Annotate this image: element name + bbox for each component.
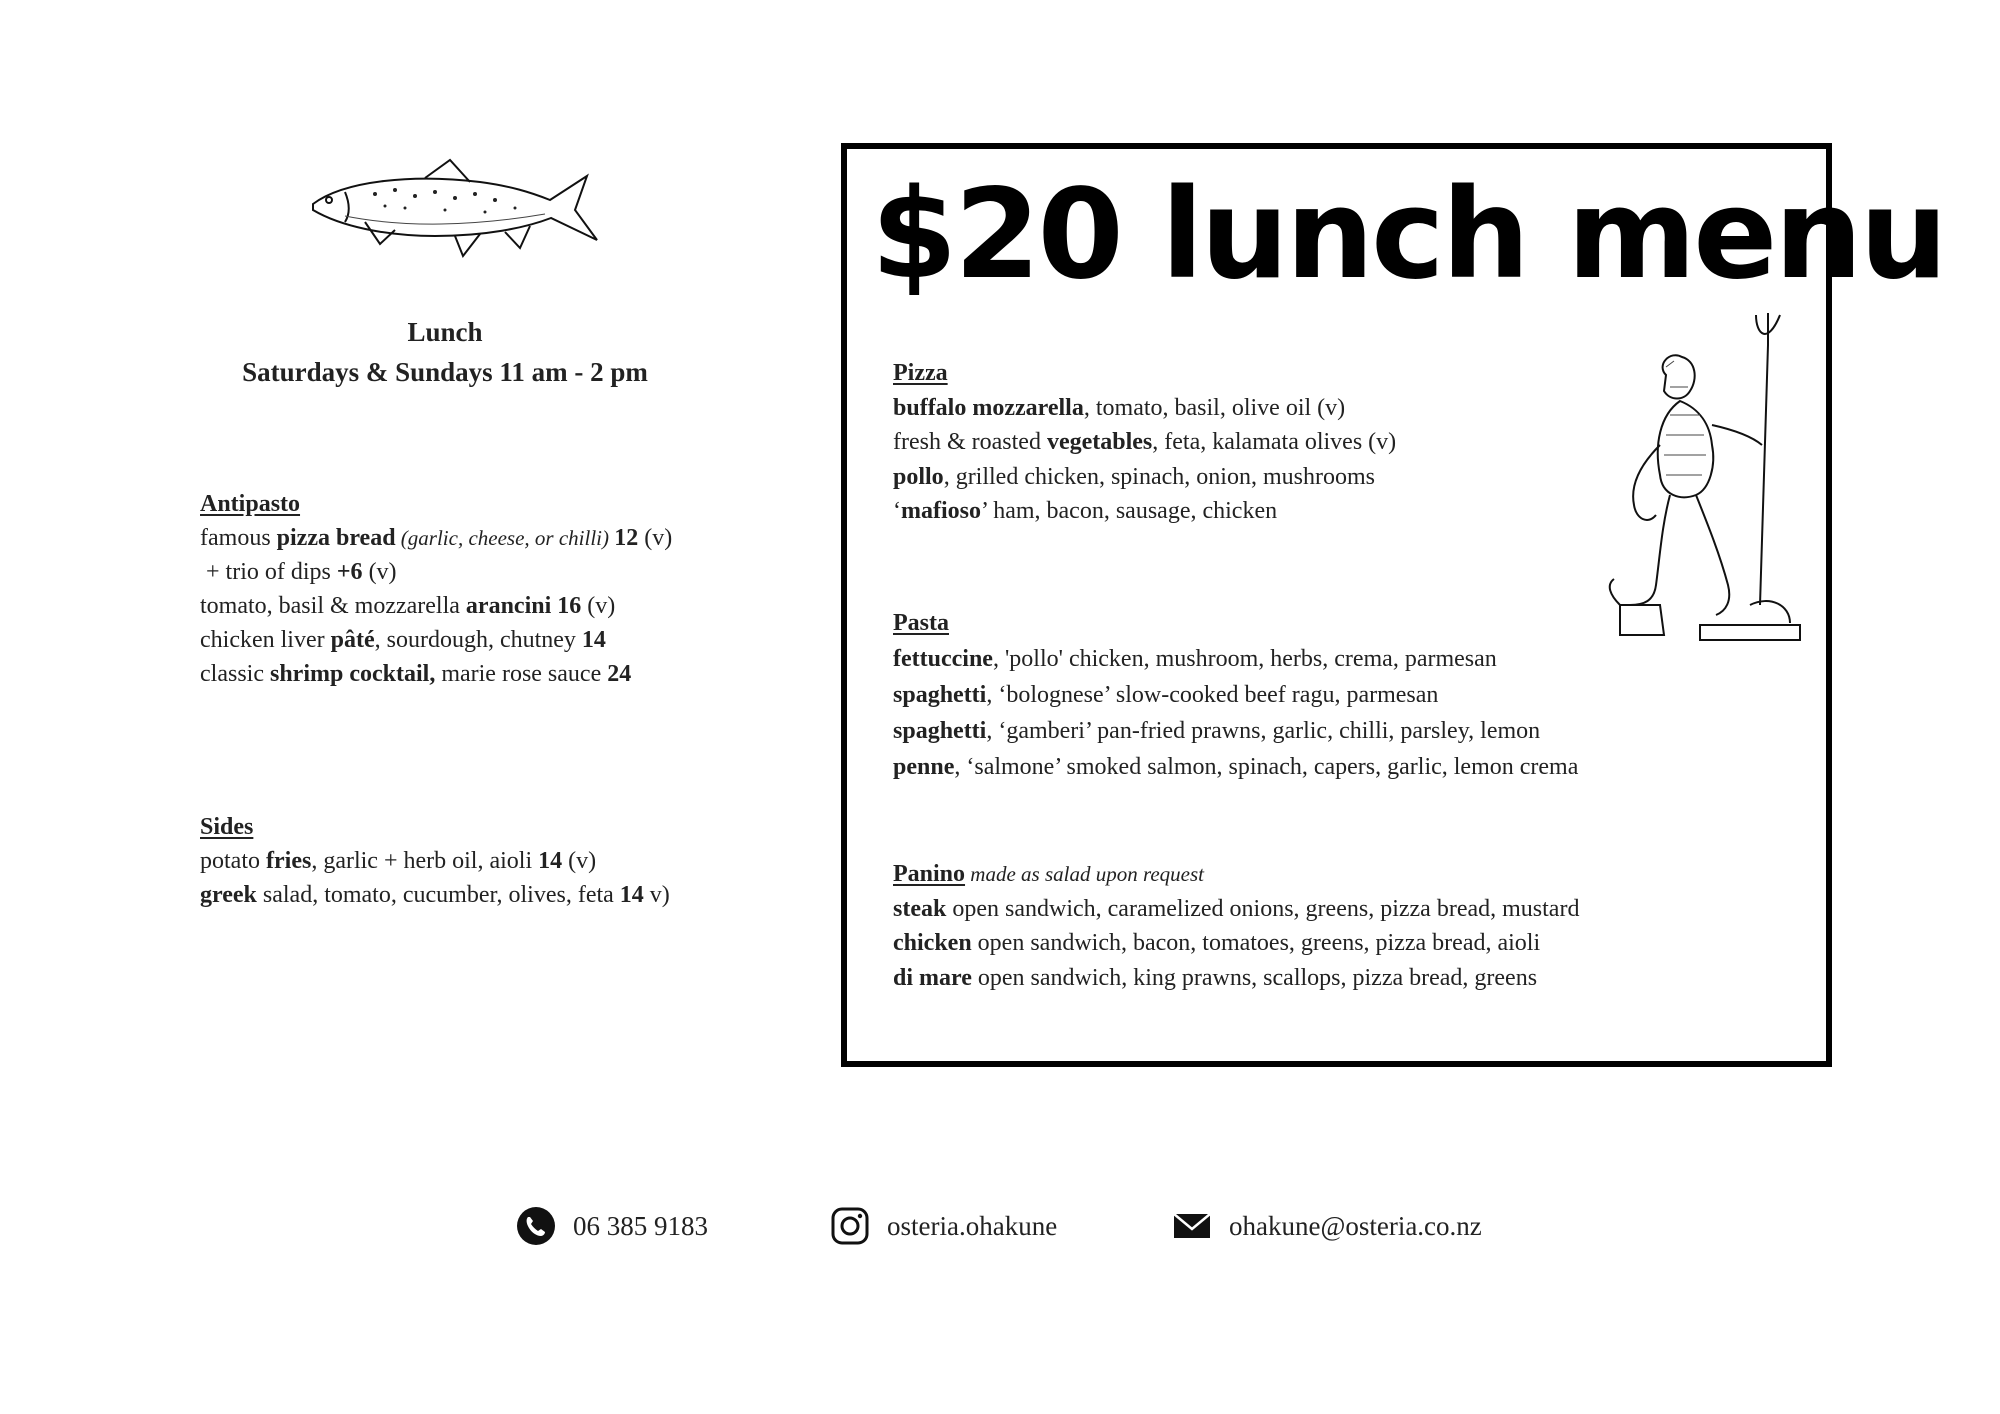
lunch-times: Saturdays & Sundays 11 am - 2 pm bbox=[242, 357, 648, 387]
lunch-heading: Lunch bbox=[407, 317, 483, 347]
panino-section bbox=[893, 857, 1579, 995]
lunch-hours bbox=[150, 312, 740, 392]
pizza-heading: Pizza bbox=[893, 360, 948, 386]
antipasto-section bbox=[200, 487, 672, 691]
menu-item: fettuccine, 'pollo' chicken, mushroom, herbs, crema, parmesan bbox=[893, 646, 1497, 672]
instagram-handle: osteria.ohakune bbox=[887, 1210, 1058, 1241]
mail-icon bbox=[1172, 1206, 1212, 1246]
panino-note: made as salad upon request bbox=[965, 862, 1204, 886]
menu-item: classic shrimp cocktail, marie rose sauce 24 bbox=[200, 661, 632, 687]
phone-icon bbox=[516, 1206, 556, 1246]
menu-item: tomato, basil & mozzarella arancini 16 (v) bbox=[200, 593, 616, 619]
pasta-heading: Pasta bbox=[893, 610, 949, 636]
menu-item: steak open sandwich, caramelized onions, greens, pizza bread, mustard bbox=[893, 895, 1580, 922]
contact-email[interactable] bbox=[1172, 1204, 1482, 1248]
sides-heading: Sides bbox=[200, 814, 254, 840]
menu-item: buffalo mozzarella, tomato, basil, olive oil (v) bbox=[893, 394, 1346, 421]
antipasto-heading: Antipasto bbox=[200, 491, 301, 517]
menu-item: spaghetti, ‘gamberi’ pan-fried prawns, garlic, chilli, parsley, lemon bbox=[893, 718, 1541, 744]
sides-section bbox=[200, 810, 670, 912]
neptune-statue-illustration bbox=[1600, 305, 1820, 665]
contact-phone[interactable] bbox=[516, 1204, 708, 1248]
menu-item: ‘mafioso’ ham, bacon, sausage, chicken bbox=[893, 498, 1278, 524]
menu-item: fresh & roasted vegetables, feta, kalamata olives (v) bbox=[893, 429, 1397, 455]
instagram-icon bbox=[830, 1206, 870, 1246]
pizza-section bbox=[893, 356, 1396, 529]
menu-item: spaghetti, ‘bolognese’ slow-cooked beef ragu, parmesan bbox=[893, 682, 1439, 708]
menu-item: di mare open sandwich, king prawns, scallops, pizza bread, greens bbox=[893, 964, 1538, 991]
menu-item: potato fries, garlic + herb oil, aioli 14 (v) bbox=[200, 848, 597, 874]
menu-title: $20 lunch menu bbox=[871, 163, 1945, 307]
contact-instagram[interactable] bbox=[830, 1204, 1057, 1248]
menu-item: greek salad, tomato, cucumber, olives, feta 14 v) bbox=[200, 882, 670, 908]
panino-heading: Panino bbox=[893, 861, 966, 887]
pasta-section bbox=[893, 605, 1578, 785]
menu-item: penne, ‘salmone’ smoked salmon, spinach, capers, garlic, lemon crema bbox=[893, 754, 1579, 780]
menu-item: chicken open sandwich, bacon, tomatoes, greens, pizza bread, aioli bbox=[893, 930, 1541, 956]
email-address: ohakune@osteria.co.nz bbox=[1229, 1210, 1482, 1241]
menu-item: famous pizza bread (garlic, cheese, or chilli) 12 (v) bbox=[200, 525, 673, 551]
menu-item: pollo, grilled chicken, spinach, onion, mushrooms bbox=[893, 463, 1375, 490]
menu-item: chicken liver pâté, sourdough, chutney 14 bbox=[200, 627, 606, 653]
phone-number: 06 385 9183 bbox=[573, 1210, 708, 1241]
menu-item: + trio of dips +6 (v) bbox=[200, 559, 397, 585]
fish-illustration bbox=[305, 152, 600, 264]
